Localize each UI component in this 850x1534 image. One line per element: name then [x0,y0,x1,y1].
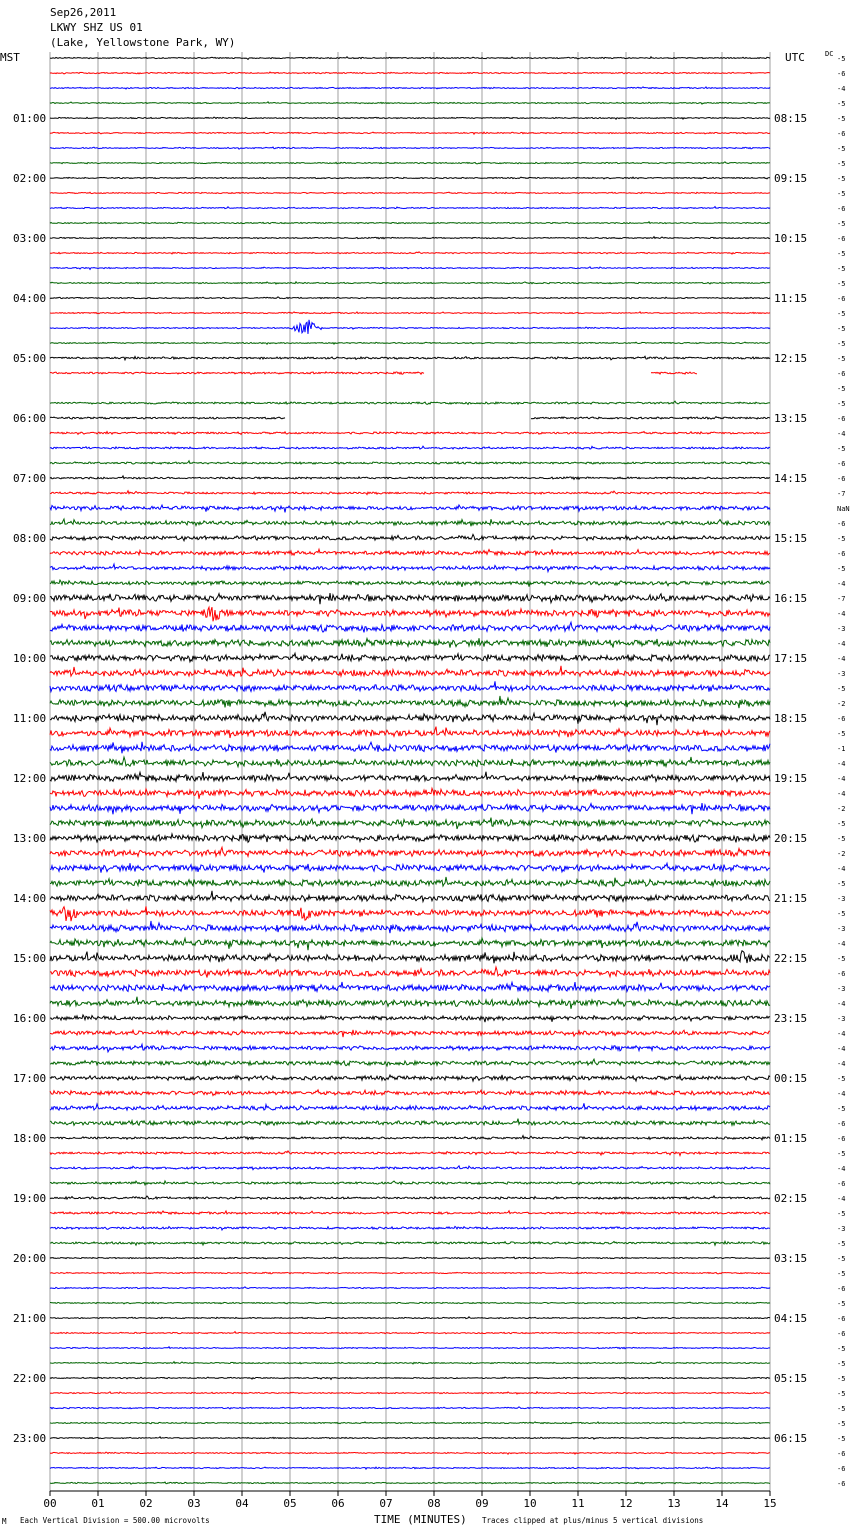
dc-offset-label: -4 [837,865,846,873]
dc-offset-label: -5 [837,880,846,888]
right-hour-label: 13:15 [774,412,808,425]
dc-offset-label: -5 [837,190,846,198]
dc-offset-label: -3 [837,670,846,678]
trace-79 [50,1241,770,1245]
trace-28 [50,476,770,479]
dc-offset-label: -6 [837,550,846,558]
x-tick-label: 00 [43,1497,57,1510]
dc-offset-label: -5 [837,820,846,828]
trace-75 [50,1181,770,1185]
trace-78 [50,1226,770,1230]
left-hour-label: 07:00 [13,472,47,485]
trace-47 [50,757,770,767]
trace-60 [50,951,770,964]
dc-offset-label: -4 [837,1165,846,1173]
x-tick-label: 04 [235,1497,249,1510]
dc-offset-label: -7 [837,490,846,498]
seismic-traces [50,57,770,1484]
footer-clip-note: Traces clipped at plus/minus 5 vertical divisions [482,1516,704,1525]
left-hour-label: 21:00 [13,1312,47,1325]
dc-offset-label: -5 [837,1360,846,1368]
dc-offset-label: -6 [837,1180,846,1188]
header-station: LKWY SHZ US 01 [50,21,143,34]
trace-49 [50,788,770,799]
dc-offset-label: -6 [837,1480,846,1488]
dc-offset-label: -4 [837,85,846,93]
trace-77 [50,1211,770,1215]
dc-offset-label: -6 [837,205,846,213]
right-hour-label: 21:15 [774,892,808,905]
dc-offset-label: -4 [837,1000,846,1008]
x-axis-title: TIME (MINUTES) [374,1513,467,1526]
trace-18 [50,320,770,334]
dc-offset-label: -5 [837,1150,846,1158]
dc-offset-label: -5 [837,325,846,333]
dc-offset-label: -5 [837,835,846,843]
dc-offset-label: -6 [837,1315,846,1323]
dc-offset-label: -5 [837,1240,846,1248]
trace-30 [50,505,770,512]
right-hour-label: 06:15 [774,1432,808,1445]
dc-offset-label: -3 [837,925,846,933]
dc-offset-label: -5 [837,1375,846,1383]
trace-67 [50,1059,770,1066]
dc-offset-label: -1 [837,745,846,753]
trace-62 [50,982,770,991]
right-hour-label: 22:15 [774,952,808,965]
trace-3 [50,102,770,104]
dc-offset-label: -6 [837,1465,846,1473]
left-hour-label: 03:00 [13,232,47,245]
dc-offset-label: -5 [837,1270,846,1278]
x-axis [43,1491,776,1510]
trace-74 [50,1166,770,1170]
trace-57 [50,906,770,921]
trace-50 [50,803,770,814]
left-hour-label: 20:00 [13,1252,47,1265]
dc-offset-label: -3 [837,1015,846,1023]
dc-offset-label: -5 [837,55,846,63]
x-tick-label: 07 [379,1497,393,1510]
dc-offset-label: -6 [837,1135,846,1143]
dc-offset-label: -5 [837,250,846,258]
right-hour-label: 10:15 [774,232,808,245]
right-hour-label: 20:15 [774,832,808,845]
dc-offset-label: -5 [837,400,846,408]
trace-71 [50,1119,770,1126]
dc-offset-label: -4 [837,640,846,648]
left-hour-label: 22:00 [13,1372,47,1385]
dc-offset-label: -6 [837,130,846,138]
trace-4 [50,117,770,119]
left-hour-label: 05:00 [13,352,47,365]
right-hour-label: 18:15 [774,712,808,725]
dc-offset-label: -5 [837,1105,846,1113]
dc-offset-label: -5 [837,1255,846,1263]
trace-44 [50,712,770,725]
header-location: (Lake, Yellowstone Park, WY) [50,36,236,49]
right-hour-label: 14:15 [774,472,808,485]
dc-offset-label: -6 [837,235,846,243]
x-tick-label: 01 [91,1497,105,1510]
dc-offset-label: -6 [837,1450,846,1458]
dc-offset-label: -5 [837,1075,846,1083]
right-hour-label: 11:15 [774,292,808,305]
trace-26 [50,446,770,449]
dc-offset-label: -5 [837,310,846,318]
dc-offset-label: -4 [837,1090,846,1098]
dc-offset-label: -5 [837,565,846,573]
x-tick-label: 09 [475,1497,489,1510]
trace-34 [50,564,770,572]
left-hour-label: 15:00 [13,952,47,965]
dc-offset-label: -4 [837,1045,846,1053]
trace-45 [50,727,770,738]
dc-offset-label: -2 [837,700,846,708]
trace-81 [50,1272,770,1274]
x-tick-label: 08 [427,1497,441,1510]
trace-86 [50,1347,770,1349]
trace-33 [50,549,770,555]
right-hour-label: 08:15 [774,112,808,125]
dc-offset-label: -5 [837,1210,846,1218]
dc-offset-label: -5 [837,145,846,153]
trace-53 [50,847,770,856]
trace-42 [50,681,770,691]
dc-offset-label: -6 [837,415,846,423]
dc-offset-label: -4 [837,1030,846,1038]
left-hour-label: 12:00 [13,772,47,785]
dc-offset-label: -5 [837,175,846,183]
left-hour-label: 13:00 [13,832,47,845]
right-hour-label: 00:15 [774,1072,808,1085]
trace-95 [50,1482,770,1484]
trace-84 [50,1317,770,1319]
x-tick-label: 12 [619,1497,633,1510]
trace-91 [50,1422,770,1424]
left-hour-label: 09:00 [13,592,47,605]
trace-64 [50,1015,770,1022]
dc-offset-label: -3 [837,1225,846,1233]
trace-27 [50,461,770,464]
trace-54 [50,863,770,872]
dc-offset-label: -5 [837,355,846,363]
dc-offset-label: -5 [837,115,846,123]
dc-offset-label: -5 [837,340,846,348]
dc-offset-label: -6 [837,370,846,378]
trace-13 [50,252,770,254]
right-hour-label: 09:15 [774,172,808,185]
trace-2 [50,87,770,89]
dc-offset-label: -6 [837,475,846,483]
left-hour-label: 23:00 [13,1432,47,1445]
trace-72 [50,1136,770,1140]
dc-offset-label: -6 [837,295,846,303]
trace-65 [50,1030,770,1037]
trace-15 [50,282,770,284]
dc-offset-label: -5 [837,535,846,543]
dc-offset-label: -5 [837,1300,846,1308]
trace-5 [50,132,770,134]
dc-label: DC [825,50,834,58]
trace-39 [50,638,770,647]
dc-offset-label: -5 [837,910,846,918]
trace-11 [50,222,770,224]
x-tick-label: 13 [667,1497,681,1510]
dc-offset-label: -4 [837,430,846,438]
footer-mark: M [2,1517,7,1526]
trace-92 [50,1437,770,1439]
trace-40 [50,653,770,662]
header-date: Sep26,2011 [50,6,117,19]
dc-offset-label: -6 [837,520,846,528]
trace-93 [50,1452,770,1454]
dc-offset-label: -4 [837,580,846,588]
x-tick-label: 02 [139,1497,153,1510]
trace-19 [50,342,770,344]
trace-46 [50,742,770,754]
trace-6 [50,147,770,149]
trace-87 [50,1362,770,1364]
trace-83 [50,1302,770,1304]
right-hour-label: 02:15 [774,1192,808,1205]
dc-offset-label: -4 [837,790,846,798]
right-hour-label: 23:15 [774,1012,808,1025]
left-hour-label: 04:00 [13,292,47,305]
trace-7 [50,162,770,164]
trace-31 [50,519,770,526]
dc-offset-label: -5 [837,730,846,738]
x-tick-label: 15 [763,1497,777,1510]
dc-offset-label: -7 [837,595,846,603]
right-hour-label: 12:15 [774,352,808,365]
trace-48 [50,772,770,782]
left-hour-label: 14:00 [13,892,47,905]
dc-offset-label: -5 [837,1345,846,1353]
trace-43 [50,696,770,708]
dc-offset-label: -4 [837,610,846,618]
trace-89 [50,1392,770,1394]
left-hour-label: 10:00 [13,652,47,665]
right-hour-label: 03:15 [774,1252,808,1265]
dc-offset-label: -4 [837,1195,846,1203]
dc-offset-label: -5 [837,280,846,288]
dc-offset-label: -5 [837,955,846,963]
right-hour-label: 04:15 [774,1312,808,1325]
dc-offset-label: -6 [837,1330,846,1338]
left-hour-label: 01:00 [13,112,47,125]
trace-9 [50,192,770,194]
dc-offset-label: -5 [837,685,846,693]
x-tick-label: 06 [331,1497,345,1510]
trace-41 [50,666,770,677]
dc-offset-label: -4 [837,655,846,663]
trace-94 [50,1467,770,1469]
dc-offset-label: -6 [837,1285,846,1293]
dc-offset-label: -3 [837,895,846,903]
right-timezone-label: UTC [785,51,805,64]
trace-10 [50,207,770,209]
trace-90 [50,1407,770,1409]
dc-offset-label: -6 [837,715,846,723]
dc-offset-label: -5 [837,1420,846,1428]
trace-52 [50,834,770,842]
x-tick-label: 05 [283,1497,297,1510]
dc-offset-label: -4 [837,775,846,783]
dc-offset-label: -3 [837,625,846,633]
dc-offset-label: -5 [837,1435,846,1443]
dc-offset-label: -6 [837,1120,846,1128]
trace-32 [50,534,770,540]
dc-offset-label: -5 [837,445,846,453]
dc-offset-label: -5 [837,160,846,168]
left-hour-label: 16:00 [13,1012,47,1025]
dc-offset-label: -6 [837,70,846,78]
dc-offset-label: -4 [837,760,846,768]
trace-51 [50,818,770,829]
trace-23 [50,401,770,404]
right-hour-label: 01:15 [774,1132,808,1145]
trace-59 [50,938,770,950]
trace-80 [50,1257,770,1259]
dc-offset-label: -6 [837,970,846,978]
dc-offset-label: -5 [837,265,846,273]
dc-offset-label: -4 [837,1060,846,1068]
left-hour-label: 06:00 [13,412,47,425]
left-timezone-label: MST [0,51,20,64]
dc-offset-label: -2 [837,805,846,813]
right-hour-label: 16:15 [774,592,808,605]
trace-37 [50,607,770,621]
dc-offset-label: -4 [837,940,846,948]
trace-85 [50,1332,770,1334]
left-hour-label: 17:00 [13,1072,47,1085]
left-hour-label: 18:00 [13,1132,47,1145]
x-tick-label: 10 [523,1497,537,1510]
trace-8 [50,177,770,179]
dc-offset-label: -5 [837,1390,846,1398]
right-hour-label: 05:15 [774,1372,808,1385]
right-hour-label: 15:15 [774,532,808,545]
trace-21 [50,372,697,375]
left-hour-label: 02:00 [13,172,47,185]
trace-25 [50,432,770,435]
trace-82 [50,1287,770,1289]
trace-63 [50,997,770,1009]
trace-76 [50,1196,770,1199]
trace-56 [50,891,770,902]
trace-58 [50,921,770,933]
dc-offset-label: NaN [837,505,850,513]
dc-offset-label: -5 [837,385,846,393]
trace-38 [50,622,770,632]
dc-offset-label: -2 [837,850,846,858]
trace-35 [50,580,770,587]
right-hour-label: 17:15 [774,652,808,665]
trace-73 [50,1151,770,1156]
right-hour-label: 19:15 [774,772,808,785]
trace-1 [50,72,770,74]
dc-offset-label: -5 [837,1405,846,1413]
trace-88 [50,1377,770,1379]
trace-17 [50,312,770,314]
trace-66 [50,1044,770,1052]
dc-offset-label: -5 [837,100,846,108]
trace-36 [50,593,770,604]
x-tick-label: 03 [187,1497,201,1510]
dc-offset-label: -5 [837,220,846,228]
trace-16 [50,297,770,299]
trace-12 [50,237,770,239]
trace-0 [50,57,770,60]
trace-68 [50,1075,770,1081]
trace-69 [50,1090,770,1096]
trace-24 [50,417,770,420]
trace-55 [50,877,770,886]
dc-offset-label: -6 [837,460,846,468]
trace-20 [50,356,770,360]
trace-29 [50,491,770,495]
x-tick-label: 14 [715,1497,729,1510]
footer-scale: Each Vertical Division = 500.00 microvolts [20,1516,210,1525]
dc-offset-label: -3 [837,985,846,993]
trace-61 [50,967,770,977]
left-hour-label: 11:00 [13,712,47,725]
left-hour-label: 08:00 [13,532,47,545]
x-tick-label: 11 [571,1497,585,1510]
trace-14 [50,267,770,270]
left-hour-label: 19:00 [13,1192,47,1205]
trace-70 [50,1103,770,1110]
